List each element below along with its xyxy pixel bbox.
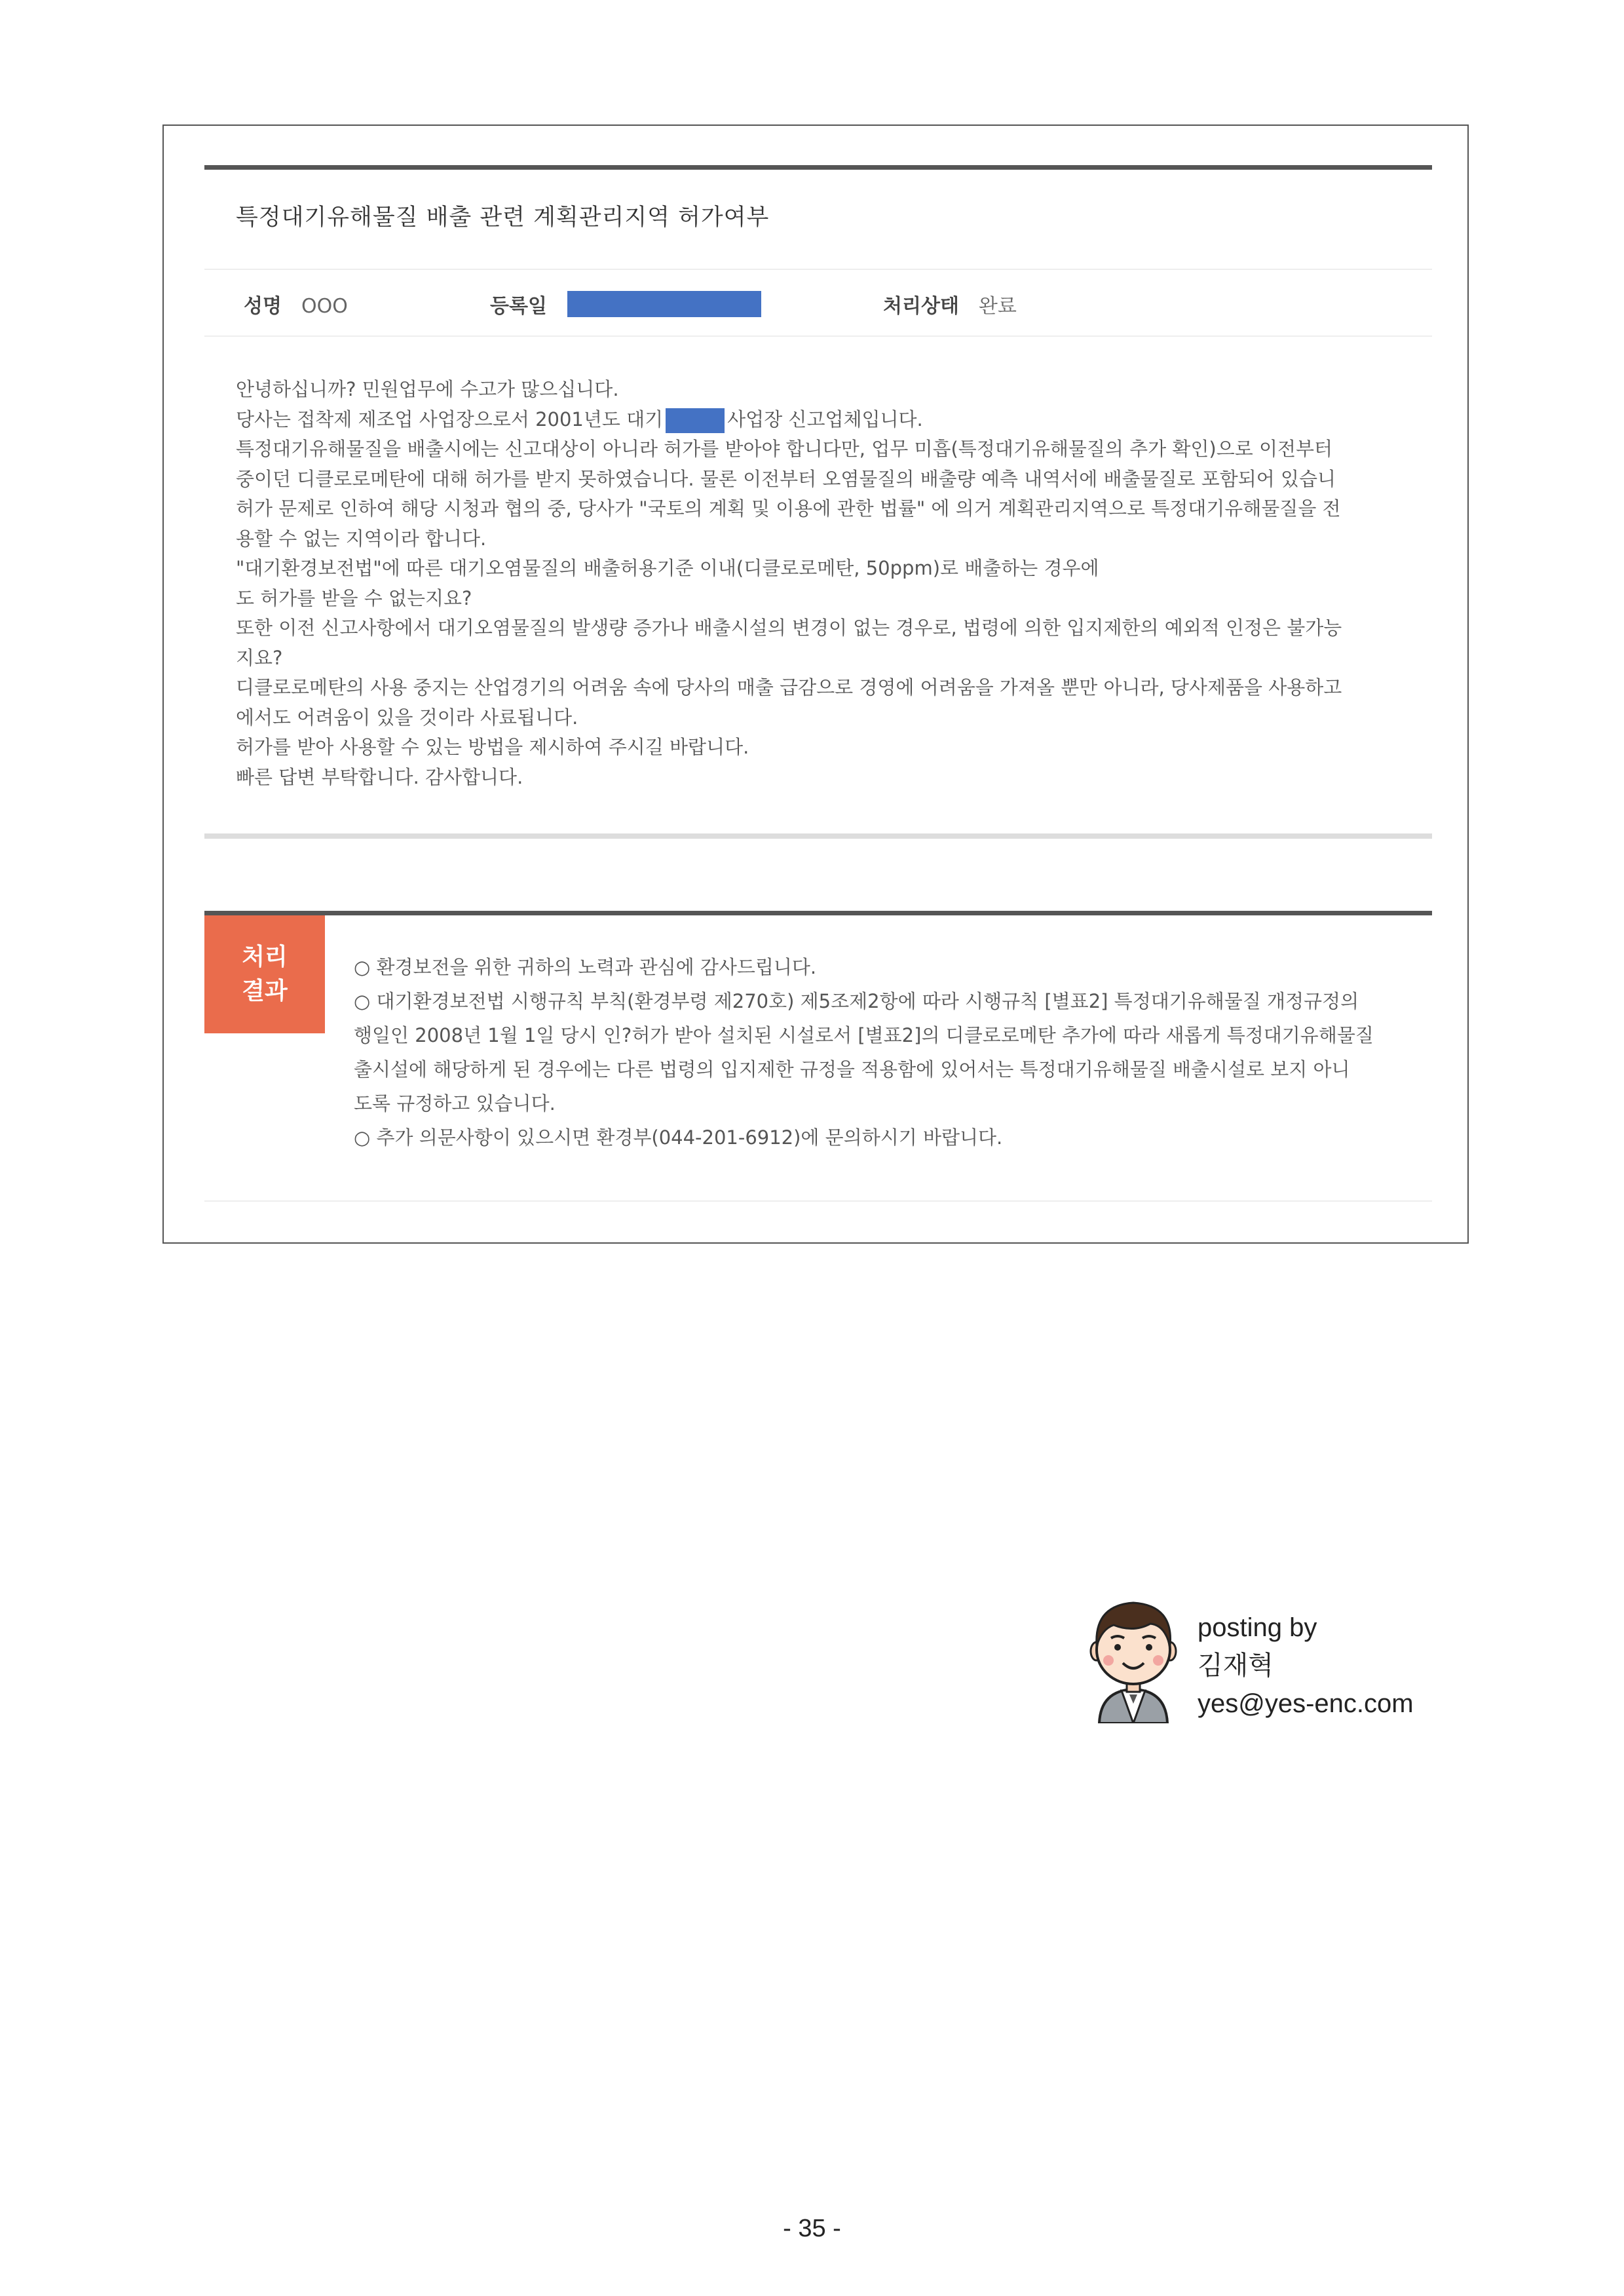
- result-body: [354, 950, 1432, 1155]
- screenshot-frame: [162, 124, 1469, 1244]
- result-badge: [204, 915, 325, 1033]
- body-line: 허가를 받아 사용할 수 있는 방법을 제시하여 주시길 바랍니다.: [236, 736, 749, 758]
- result-line: ○ 추가 의문사항이 있으시면 환경부(044-201-6912)에 문의하시기 바랍니다.: [354, 1126, 1003, 1149]
- divider: [204, 269, 1432, 270]
- date-label: 등록일: [490, 295, 547, 318]
- body-line: 에서도 어려움이 있을 것이라 사료됩니다.: [236, 706, 578, 729]
- name-label: 성명: [244, 295, 282, 318]
- result-line: 도록 규정하고 있습니다.: [354, 1092, 556, 1115]
- body-line: 안녕하십니까? 민원업무에 수고가 많으십니다.: [236, 378, 619, 400]
- header-rule: [204, 165, 1432, 170]
- result-line: 출시설에 해당하게 된 경우에는 다른 법령의 입지제한 규정을 적용함에 있어서는 특정대기유해물질 배출시설로 보지 아니: [354, 1058, 1350, 1081]
- badge-line: 결과: [242, 978, 288, 1004]
- body-line: 또한 이전 신고사항에서 대기오염물질의 발생량 증가나 배출시설의 변경이 없는 경우로, 법령에 의한 입지제한의 예외적 인정은 불가능: [236, 617, 1342, 639]
- body-line: "대기환경보전법"에 따른 대기오염물질의 배출허용기준 이내(디클로로메탄, 50ppm)로 배출하는 경우에: [236, 557, 1099, 579]
- body-line: [236, 405, 1432, 435]
- body-text: 사업장 신고업체입니다.: [727, 408, 923, 430]
- name-value: OOO: [301, 295, 348, 318]
- section-divider: [204, 833, 1432, 839]
- meta-status: [883, 290, 1017, 318]
- body-text: 당사는 접착제 제조업 사업장으로서 2001년도 대기: [236, 408, 664, 430]
- civil-petition-panel: [204, 126, 1432, 1242]
- redacted-text: [666, 408, 725, 433]
- result-line: ○ 환경보전을 위한 귀하의 노력과 관심에 감사드립니다.: [354, 956, 817, 978]
- result-line: ○ 대기환경보전법 시행규칙 부칙(환경부령 제270호) 제5조제2항에 따라 시행규칙 [별표2] 특정대기유해물질 개정규정의: [354, 990, 1359, 1012]
- body-line: 중이던 디클로로메탄에 대해 허가를 받지 못하였습니다. 물론 이전부터 오염물질의 배출량 예측 내역서에 배출물질로 포함되어 있습니: [236, 467, 1336, 490]
- body-line: 빠른 답변 부탁합니다. 감사합니다.: [236, 765, 523, 788]
- posting-credit: [1198, 1609, 1414, 1723]
- result-rule: [204, 911, 1432, 915]
- meta-date: [490, 290, 547, 318]
- petition-body: [236, 375, 1432, 792]
- body-line: 지요?: [236, 646, 283, 669]
- body-line: 디클로로메탄의 사용 중지는 산업경기의 어려움 속에 당사의 매출 급감으로 경영에 어려움을 가져올 뿐만 아니라, 당사제품을 사용하고: [236, 676, 1342, 698]
- author-avatar: [1087, 1592, 1179, 1723]
- badge-line: 처리: [242, 944, 288, 970]
- body-line: 도 허가를 받을 수 없는지요?: [236, 586, 472, 609]
- petition-title: 특정대기유해물질 배출 관련 계획관리지역 허가여부: [236, 204, 770, 231]
- posting-email: yes@yes-enc.com: [1198, 1689, 1414, 1718]
- body-line: 특정대기유해물질을 배출시에는 신고대상이 아니라 허가를 받아야 합니다만, 업무 미흡(특정대기유해물질의 추가 확인)으로 이전부터: [236, 438, 1333, 460]
- posting-label: posting by: [1198, 1613, 1317, 1642]
- divider: [204, 335, 1432, 337]
- status-value: 완료: [978, 295, 1017, 318]
- page-number: - 35 -: [783, 2215, 841, 2242]
- redacted-date: [567, 291, 761, 317]
- meta-name: [244, 290, 348, 318]
- divider: [204, 1200, 1432, 1202]
- body-line: 용할 수 없는 지역이라 합니다.: [236, 527, 487, 550]
- status-label: 처리상태: [883, 295, 959, 318]
- result-line: 행일인 2008년 1월 1일 당시 인?허가 받아 설치된 시설로서 [별표2]의 디클로로메탄 추가에 따라 새롭게 특정대기유해물질: [354, 1024, 1374, 1046]
- posting-author: 김재혁: [1198, 1651, 1274, 1680]
- body-line: 허가 문제로 인하여 해당 시청과 협의 중, 당사가 "국토의 계획 및 이용에 관한 법률" 에 의거 계획관리지역으로 특정대기유해물질을 전: [236, 497, 1341, 520]
